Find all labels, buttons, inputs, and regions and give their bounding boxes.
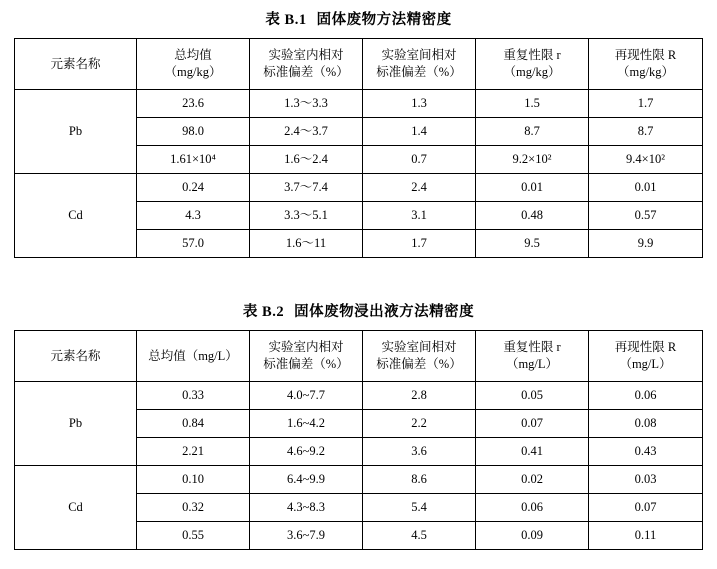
inter-rsd-value: 1.7 — [363, 230, 476, 258]
intra-rsd-value: 3.6~7.9 — [250, 522, 363, 550]
reproducibility-value: 0.11 — [589, 522, 703, 550]
intra-rsd-value: 4.0~7.7 — [250, 382, 363, 410]
inter-rsd-value: 5.4 — [363, 494, 476, 522]
precision-table-b1 — [14, 38, 703, 258]
header-cell-repeatability: 重复性限 r （mg/L） — [476, 331, 589, 382]
table-caption-b2 — [0, 300, 717, 321]
reproducibility-value: 9.4×10² — [589, 146, 703, 174]
reproducibility-value: 9.9 — [589, 230, 703, 258]
header-cell-repeatability: 重复性限 r （mg/kg） — [476, 39, 589, 90]
intra-rsd-value: 3.3～5.1 — [250, 202, 363, 230]
header-cell-intra-rsd: 实验室内相对 标准偏差（%） — [250, 39, 363, 90]
table-caption-title: 固体废物浸出液方法精密度 — [294, 304, 475, 320]
repeatability-value: 0.41 — [476, 438, 589, 466]
table-row — [15, 382, 703, 410]
element-name-cell: Cd — [15, 466, 137, 550]
element-name-cell: Cd — [15, 174, 137, 258]
inter-rsd-value: 3.1 — [363, 202, 476, 230]
mean-value: 57.0 — [137, 230, 250, 258]
repeatability-value: 0.02 — [476, 466, 589, 494]
table-caption-number: 表 B.2 — [242, 304, 285, 320]
repeatability-value: 0.05 — [476, 382, 589, 410]
table-row — [15, 466, 703, 494]
header-row — [15, 39, 703, 90]
table-row — [15, 174, 703, 202]
mean-value: 1.61×10⁴ — [137, 146, 250, 174]
header-cell-inter-rsd: 实验室间相对 标准偏差（%） — [363, 331, 476, 382]
intra-rsd-value: 4.6~9.2 — [250, 438, 363, 466]
table-body — [15, 90, 703, 258]
inter-rsd-value: 8.6 — [363, 466, 476, 494]
table-body — [15, 382, 703, 550]
reproducibility-value: 0.57 — [589, 202, 703, 230]
repeatability-value: 0.09 — [476, 522, 589, 550]
intra-rsd-value: 1.6～11 — [250, 230, 363, 258]
precision-table-b2 — [14, 330, 703, 550]
intra-rsd-value: 1.6~4.2 — [250, 410, 363, 438]
inter-rsd-value: 3.6 — [363, 438, 476, 466]
repeatability-value: 9.5 — [476, 230, 589, 258]
mean-value: 0.10 — [137, 466, 250, 494]
repeatability-value: 0.06 — [476, 494, 589, 522]
mean-value: 0.32 — [137, 494, 250, 522]
repeatability-value: 8.7 — [476, 118, 589, 146]
inter-rsd-value: 1.4 — [363, 118, 476, 146]
reproducibility-value: 0.43 — [589, 438, 703, 466]
intra-rsd-value: 1.6～2.4 — [250, 146, 363, 174]
table-block-b2 — [0, 300, 717, 550]
header-cell-reproducibility: 再现性限 R （mg/kg） — [589, 39, 703, 90]
intra-rsd-value: 3.7～7.4 — [250, 174, 363, 202]
header-cell-intra-rsd: 实验室内相对 标准偏差（%） — [250, 331, 363, 382]
repeatability-value: 0.07 — [476, 410, 589, 438]
intra-rsd-value: 4.3~8.3 — [250, 494, 363, 522]
mean-value: 4.3 — [137, 202, 250, 230]
repeatability-value: 1.5 — [476, 90, 589, 118]
header-cell-mean: 总均值 （mg/kg） — [137, 39, 250, 90]
header-cell-inter-rsd: 实验室间相对 标准偏差（%） — [363, 39, 476, 90]
inter-rsd-value: 2.8 — [363, 382, 476, 410]
repeatability-value: 0.01 — [476, 174, 589, 202]
table-row — [15, 90, 703, 118]
mean-value: 98.0 — [137, 118, 250, 146]
mean-value: 2.21 — [137, 438, 250, 466]
reproducibility-value: 0.08 — [589, 410, 703, 438]
header-cell-reproducibility: 再现性限 R （mg/L） — [589, 331, 703, 382]
mean-value: 0.24 — [137, 174, 250, 202]
repeatability-value: 0.48 — [476, 202, 589, 230]
reproducibility-value: 0.01 — [589, 174, 703, 202]
header-cell-mean: 总均值（mg/L） — [137, 331, 250, 382]
inter-rsd-value: 2.4 — [363, 174, 476, 202]
inter-rsd-value: 4.5 — [363, 522, 476, 550]
mean-value: 0.84 — [137, 410, 250, 438]
reproducibility-value: 1.7 — [589, 90, 703, 118]
element-name-cell: Pb — [15, 90, 137, 174]
header-row — [15, 331, 703, 382]
inter-rsd-value: 1.3 — [363, 90, 476, 118]
mean-value: 0.55 — [137, 522, 250, 550]
table-header — [15, 331, 703, 382]
reproducibility-value: 0.06 — [589, 382, 703, 410]
intra-rsd-value: 1.3～3.3 — [250, 90, 363, 118]
table-caption-title: 固体废物方法精密度 — [316, 12, 452, 28]
table-caption-number: 表 B.1 — [265, 12, 307, 28]
repeatability-value: 9.2×10² — [476, 146, 589, 174]
mean-value: 0.33 — [137, 382, 250, 410]
reproducibility-value: 8.7 — [589, 118, 703, 146]
reproducibility-value: 0.03 — [589, 466, 703, 494]
inter-rsd-value: 0.7 — [363, 146, 476, 174]
table-caption-b1 — [0, 8, 717, 29]
table-block-b1 — [0, 8, 717, 258]
element-name-cell: Pb — [15, 382, 137, 466]
inter-rsd-value: 2.2 — [363, 410, 476, 438]
intra-rsd-value: 6.4~9.9 — [250, 466, 363, 494]
table-header — [15, 39, 703, 90]
intra-rsd-value: 2.4～3.7 — [250, 118, 363, 146]
header-cell-element: 元素名称 — [15, 331, 137, 382]
header-cell-element: 元素名称 — [15, 39, 137, 90]
mean-value: 23.6 — [137, 90, 250, 118]
reproducibility-value: 0.07 — [589, 494, 703, 522]
